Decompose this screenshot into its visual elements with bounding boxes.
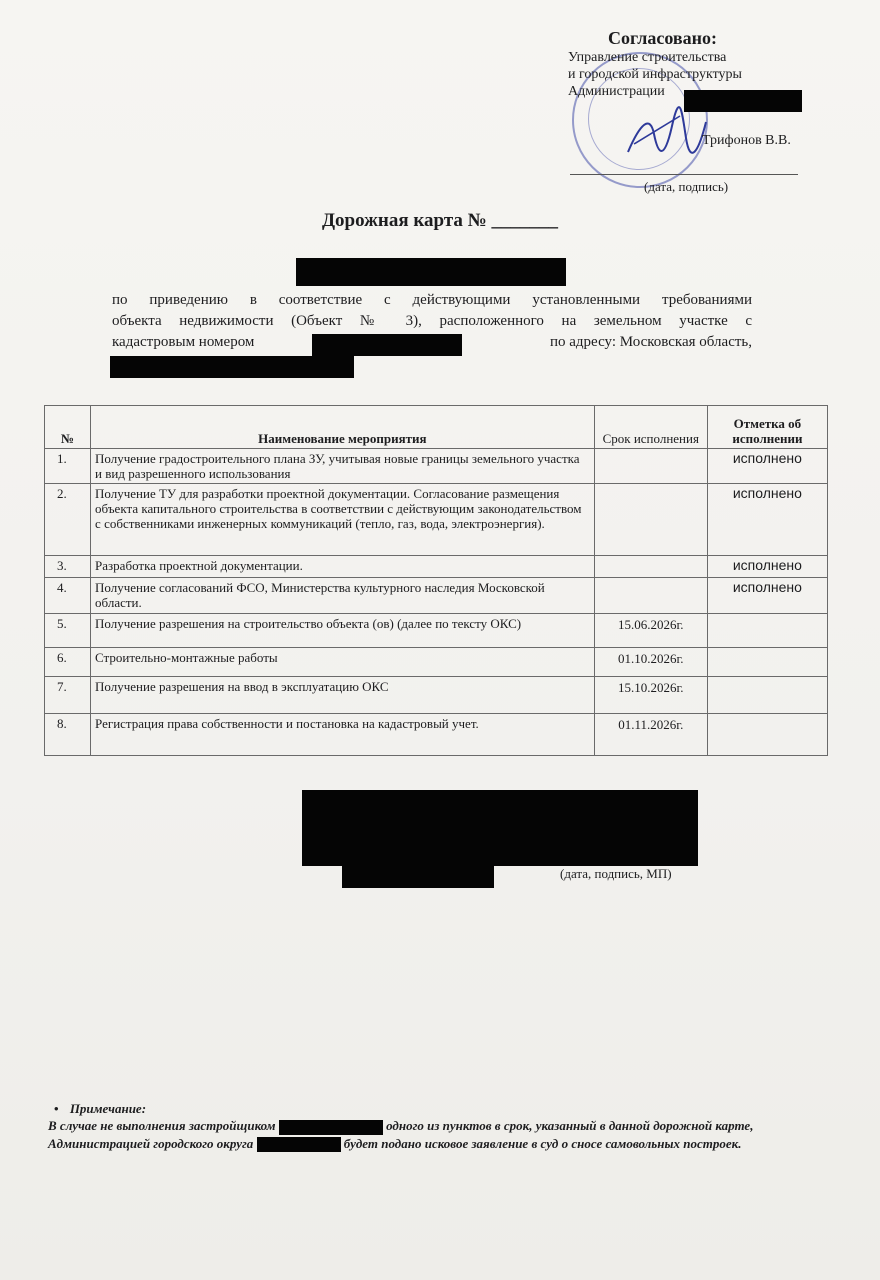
- row-num: 5.: [45, 614, 91, 648]
- row-deadline: 01.10.2026г.: [594, 648, 707, 677]
- header-status: Отметка об исполнении: [707, 406, 827, 449]
- redaction-block: [279, 1120, 383, 1135]
- intro-line-1: по приведению в соответствие с действующими установленными требованиями: [112, 292, 752, 308]
- redaction-block: [312, 334, 462, 356]
- table-row: [45, 484, 828, 556]
- table-row: [45, 614, 828, 648]
- row-status: исполнено: [707, 449, 827, 484]
- row-status: [707, 677, 827, 714]
- row-name: Получение ТУ для разработки проектной документации. Согласование размещения объекта капитального строительства в соответствии с действующим законодательством с собственниками инженерных коммуникаций (тепло, газ, вода, электроэнергия).: [91, 484, 595, 556]
- redaction-block: [296, 258, 566, 286]
- row-name: Регистрация права собственности и постановка на кадастровый учет.: [91, 714, 595, 756]
- intro-line-3b: по адресу: Московская область,: [549, 334, 752, 350]
- row-num: 7.: [45, 677, 91, 714]
- table-row: [45, 578, 828, 614]
- intro-line-3a: кадастровым номером: [112, 334, 255, 350]
- signature-icon: [620, 104, 710, 164]
- redaction-block: [684, 90, 802, 112]
- table-row: [45, 449, 828, 484]
- row-name: Получение градостроительного плана ЗУ, учитывая новые границы земельного участка и вид разрешенного использования: [91, 449, 595, 484]
- row-deadline: [594, 556, 707, 578]
- note-heading: Примечание:: [69, 1101, 147, 1116]
- approval-heading: Согласовано:: [608, 28, 717, 48]
- row-status: [707, 614, 827, 648]
- document-title: Дорожная карта № _______: [321, 210, 559, 231]
- note-part-2: одного из пунктов в срок, указанный в данной дорожной карте, Администрацией городского округа: [48, 1118, 754, 1151]
- row-name: Строительно-монтажные работы: [91, 648, 595, 677]
- row-name: Получение разрешения на ввод в эксплуатацию ОКС: [91, 677, 595, 714]
- header-num: №: [45, 406, 91, 449]
- row-deadline: 01.11.2026г.: [594, 714, 707, 756]
- approval-line-1: Управление строительства: [568, 50, 727, 65]
- table-row: [45, 677, 828, 714]
- note-part-3: будет подано исковое заявление в суд о сносе самовольных построек.: [343, 1135, 742, 1151]
- signature-line: [570, 174, 798, 175]
- redaction-block: [342, 862, 494, 888]
- row-num: 1.: [45, 449, 91, 484]
- row-num: 8.: [45, 714, 91, 756]
- approval-caption: (дата, подпись): [644, 179, 729, 194]
- redaction-block: [302, 790, 698, 866]
- redaction-block: [257, 1137, 341, 1152]
- row-deadline: [594, 484, 707, 556]
- row-status: исполнено: [707, 578, 827, 614]
- row-num: 3.: [45, 556, 91, 578]
- note-text: [48, 1117, 808, 1152]
- row-name: Получение разрешения на строительство объекта (ов) (далее по тексту ОКС): [91, 614, 595, 648]
- table-row: [45, 714, 828, 756]
- approval-signer: Трифонов В.В.: [702, 133, 791, 148]
- table-row: [45, 648, 828, 677]
- row-status: исполнено: [707, 556, 827, 578]
- row-num: 2.: [45, 484, 91, 556]
- note-block: [48, 1100, 808, 1152]
- approval-line-3: Администрации: [568, 84, 665, 99]
- signature-caption: (дата, подпись, МП): [560, 866, 672, 881]
- row-deadline: 15.06.2026г.: [594, 614, 707, 648]
- approval-line-2: и городской инфраструктуры: [568, 67, 742, 82]
- row-num: 4.: [45, 578, 91, 614]
- row-deadline: [594, 578, 707, 614]
- row-deadline: [594, 449, 707, 484]
- row-num: 6.: [45, 648, 91, 677]
- roadmap-table: [44, 405, 828, 756]
- row-status: [707, 714, 827, 756]
- bullet-icon: •: [54, 1101, 59, 1116]
- row-status: [707, 648, 827, 677]
- table-header-row: [45, 406, 828, 449]
- header-deadline: Срок исполнения: [594, 406, 707, 449]
- header-name: Наименование мероприятия: [91, 406, 595, 449]
- intro-line-2: объекта недвижимости (Объект № 3), расположенного на земельном участке с: [112, 313, 752, 329]
- redaction-block: [110, 356, 354, 378]
- row-name: Разработка проектной документации.: [91, 556, 595, 578]
- note-heading-line: [54, 1100, 808, 1117]
- note-part-1: В случае не выполнения застройщиком: [48, 1118, 276, 1133]
- table-row: [45, 556, 828, 578]
- row-deadline: 15.10.2026г.: [594, 677, 707, 714]
- row-name: Получение согласований ФСО, Министерства культурного наследия Московской области.: [91, 578, 595, 614]
- row-status: исполнено: [707, 484, 827, 556]
